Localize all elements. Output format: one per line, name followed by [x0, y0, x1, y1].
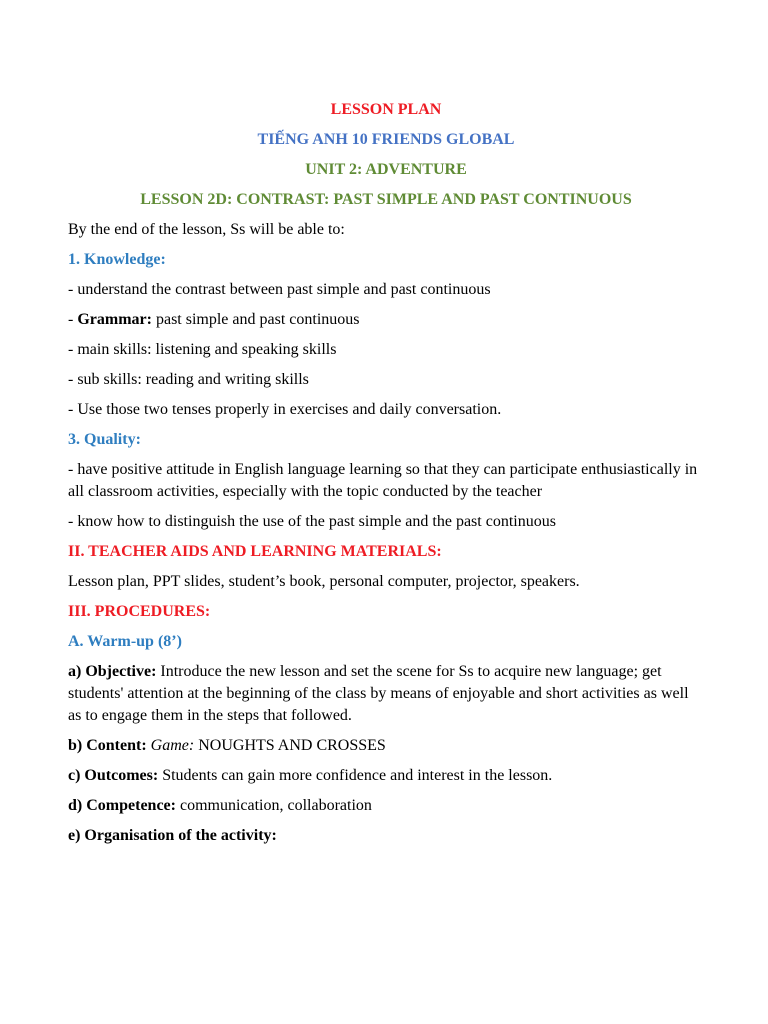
content-paragraph [68, 735, 704, 757]
knowledge-item-5: - Use those two tenses properly in exercises and daily conversation. [68, 401, 502, 418]
knowledge-item-1: - understand the contrast between past simple and past continuous [68, 281, 491, 298]
quality-item-2: - know how to distinguish the use of the past simple and the past continuous [68, 513, 556, 530]
content-label: b) Content: [68, 737, 147, 754]
intro-text: By the end of the lesson, Ss will be able to: [68, 221, 345, 238]
grammar-prefix: - [68, 311, 78, 328]
aids-heading: II. TEACHER AIDS AND LEARNING MATERIALS: [68, 543, 442, 560]
organisation-label: e) Organisation of the activity: [68, 827, 277, 844]
lesson-plan-title: LESSON PLAN [330, 101, 442, 118]
competence-paragraph [68, 795, 704, 817]
course-title: TIẾNG ANH 10 FRIENDS GLOBAL [257, 131, 515, 148]
knowledge-heading: 1. Knowledge: [68, 251, 166, 268]
competence-text: communication, collaboration [175, 797, 372, 814]
objective-text: Introduce the new lesson and set the scene for Ss to acquire new language; get students' attention at the beginning of the class by means of enjoyable and short activities as well as to engage them in the steps that followed. [68, 663, 689, 724]
quality-item-1: - have positive attitude in English language learning so that they can participate enthusiastically in all classroom activities, especially with the topic conducted by the teacher [68, 461, 698, 500]
outcomes-text: Students can gain more confidence and interest in the lesson. [158, 767, 553, 784]
organisation-paragraph [68, 825, 704, 847]
lesson-title: LESSON 2D: CONTRAST: PAST SIMPLE AND PAST CONTINUOUS [140, 191, 632, 208]
objective-paragraph [68, 661, 704, 727]
grammar-text: past simple and past continuous [151, 311, 360, 328]
competence-label: d) Competence: [68, 797, 176, 814]
content-text: NOUGHTS AND CROSSES [194, 737, 386, 754]
unit-title: UNIT 2: ADVENTURE [305, 161, 467, 178]
procedures-heading: III. PROCEDURES: [68, 603, 211, 620]
outcomes-paragraph [68, 765, 704, 787]
aids-text: Lesson plan, PPT slides, student’s book, personal computer, projector, speakers. [68, 573, 580, 590]
quality-heading: 3. Quality: [68, 431, 141, 448]
warmup-heading: A. Warm-up (8’) [68, 633, 182, 650]
outcomes-label: c) Outcomes: [68, 767, 159, 784]
grammar-label: Grammar: [77, 311, 152, 328]
objective-label: a) Objective: [68, 663, 157, 680]
knowledge-item-3: - main skills: listening and speaking skills [68, 341, 337, 358]
content-game: Game: [150, 737, 195, 754]
knowledge-item-grammar [68, 309, 704, 331]
knowledge-item-4: - sub skills: reading and writing skills [68, 371, 309, 388]
document-page [68, 99, 704, 855]
